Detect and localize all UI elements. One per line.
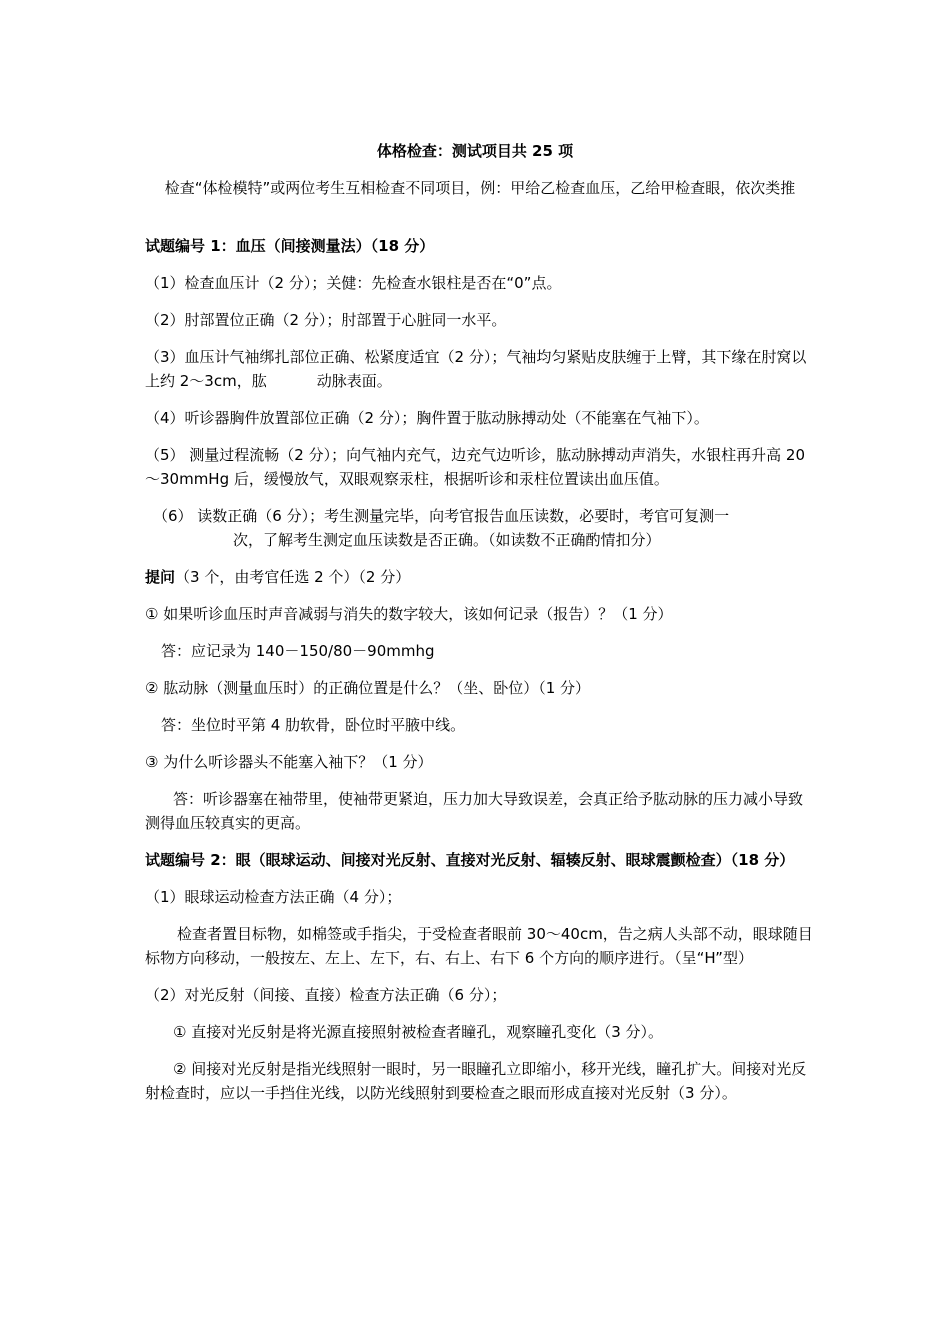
question-2: ② 肱动脉（测量血压时）的正确位置是什么？（坐、卧位）（1 分） — [145, 679, 591, 697]
section1-heading: 试题编号 1：血压（间接测量法）（18 分） — [145, 237, 435, 255]
section2-item2: （2）对光反射（间接、直接）检查方法正确（6 分）； — [145, 986, 507, 1004]
section1-item3-part2: 动脉表面。 — [316, 372, 392, 390]
section1-item1: （1）检查血压计（2 分）；关健：先检查水银柱是否在“0”点。 — [145, 274, 562, 292]
question-3: ③ 为什么听诊器头不能塞入袖下？（1 分） — [145, 753, 433, 771]
questions-heading — [145, 565, 817, 589]
section2-heading: 试题编号 2：眼（眼球运动、间接对光反射、直接对光反射、辐辏反射、眼球震颤检查）（18 分） — [145, 851, 795, 869]
answer-2: 答：坐位时平第 4 肋软骨，卧位时平腋中线。 — [161, 716, 466, 734]
section2-item1: （1）眼球运动检查方法正确（4 分）； — [145, 888, 402, 906]
section1-item2: （2）肘部置位正确（2 分）；肘部置于心脏同一水平。 — [145, 311, 507, 329]
section1-item3-part1: （3）血压计气袖绑扎部位正确、松紧度适宜（2 分）；气袖均匀紧贴皮肤缠于上臂，其下缘在肘窝以上约 2～3cm，肱 — [145, 348, 807, 390]
section2-item1-detail: 检查者置目标物，如棉签或手指尖，于受检查者眼前 30～40cm，告之病人头部不动，眼球随目标物方向移动，一般按左、左上、左下，右、右上、右下 6 个方向的顺序进行。（呈“H”型） — [145, 925, 813, 967]
section1-item6 — [145, 504, 817, 552]
document-title: 体格检查：测试项目共 25 项 — [376, 142, 574, 160]
section2-item2-indirect: ② 间接对光反射是指光线照射一眼时，另一眼瞳孔立即缩小，移开光线，瞳孔扩大。间接对光反射检查时，应以一手挡住光线，以防光线照射到要检查之眼而形成直接对光反射（3 分）。 — [145, 1060, 807, 1102]
section1-item5: （5） 测量过程流畅（2 分）；向气袖内充气，边充气边听诊，肱动脉搏动声消失，水银柱再升高 20～30mmHg 后，缓慢放气，双眼观察汞柱，根据听诊和汞柱位置读出血压值。 — [145, 446, 805, 488]
section2-item2-direct: ① 直接对光反射是将光源直接照射被检查者瞳孔，观察瞳孔变化（3 分）。 — [173, 1023, 664, 1041]
answer-3: 答：听诊器塞在袖带里，使袖带更紧迫，压力加大导致误差，会真正给予肱动脉的压力减小导致测得血压较真实的更高。 — [145, 790, 804, 832]
question-1: ① 如果听诊血压时声音减弱与消失的数字较大，该如何记录（报告）？（1 分） — [145, 605, 673, 623]
section1-item6-line1: （6） 读数正确（6 分）；考生测量完毕，向考官报告血压读数，必要时，考官可复测一 — [153, 507, 730, 525]
section1-item3 — [145, 345, 817, 393]
questions-note: （3 个，由考官任选 2 个）（2 分） — [175, 568, 411, 586]
intro-paragraph: 检查“体检模特”或两位考生互相检查不同项目，例：甲给乙检查血压，乙给甲检查眼，依次类推 — [164, 179, 796, 197]
questions-label: 提问 — [145, 568, 176, 586]
section1-item4: （4）听诊器胸件放置部位正确（2 分）；胸件置于肱动脉搏动处（不能塞在气袖下）。 — [145, 409, 709, 427]
document-body — [145, 234, 817, 1118]
section1-item6-line2: 次，了解考生测定血压读数是否正确。（如读数不正确酌情扣分） — [233, 531, 661, 549]
answer-1: 答：应记录为 140－150/80－90mmhg — [161, 642, 435, 660]
